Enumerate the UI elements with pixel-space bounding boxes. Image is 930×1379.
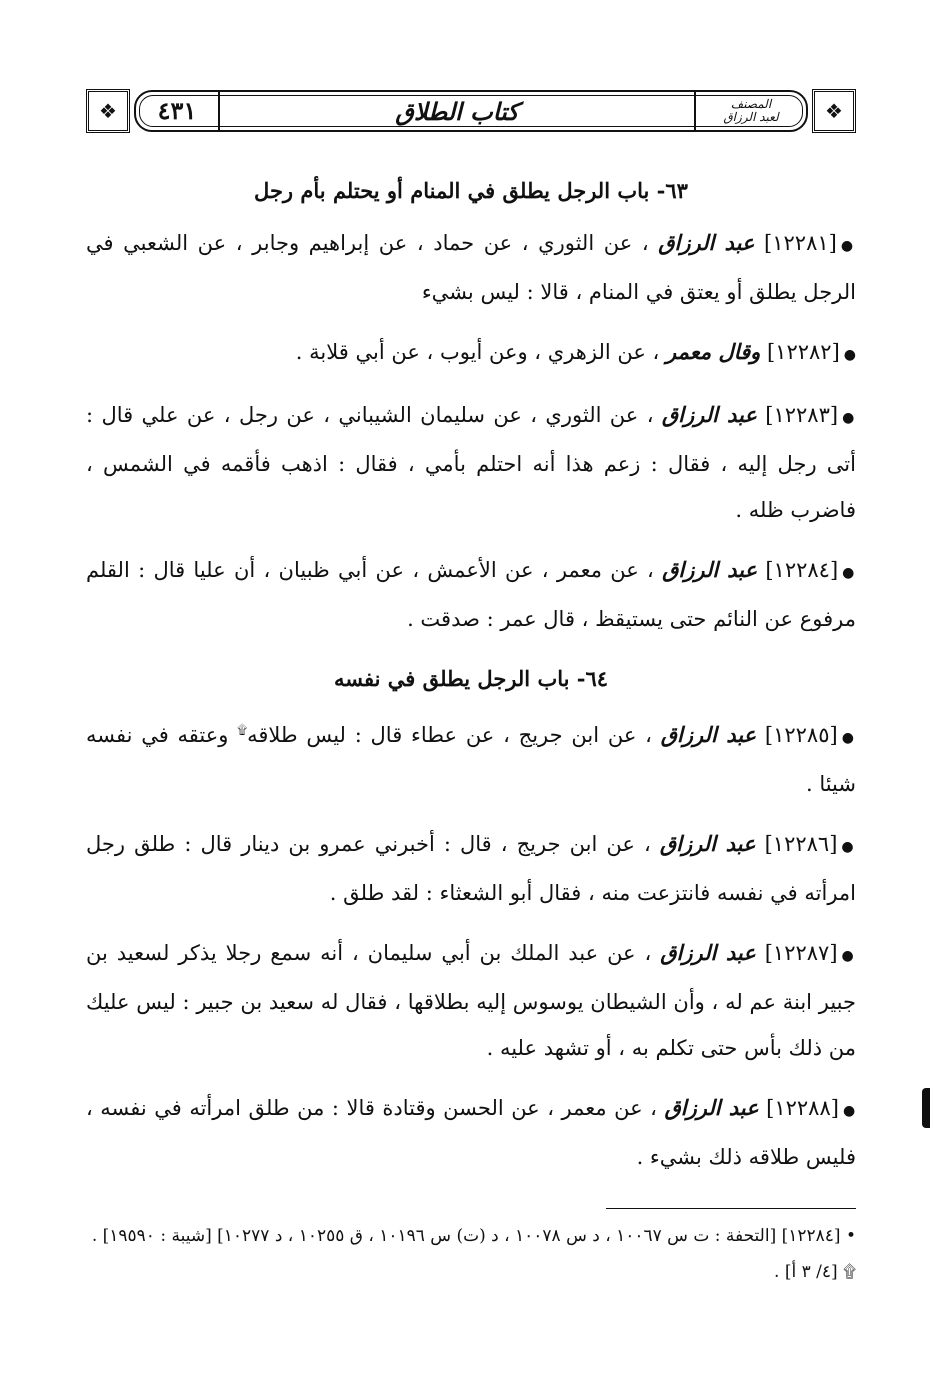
bullet-icon: ● — [842, 565, 856, 581]
footnote-separator — [606, 1208, 856, 1209]
hadith-text: ، عن معمر ، عن الأعمش ، عن أبي ظبيان ، أن عليا قال : القلم مرفوع عن النائم حتى يستيقظ ، قال عمر : صدقت . — [86, 558, 856, 631]
hadith-text: ، عن الثوري ، عن حماد ، عن إبراهيم وجابر ، عن الشعبي في الرجل يطلق أو يعتق في المنام ، قالا : ليس بشيء — [86, 231, 856, 304]
hadith-entry — [86, 547, 856, 642]
hadith-text: ، عن الثوري ، عن سليمان الشيباني ، عن رجل ، عن علي قال : أتى رجل إليه ، فقال : زعم هذا أنه احتلم بأمي ، فقال : اذهب فأقمه في الشمس ، فاضرب ظله . — [86, 403, 856, 522]
hadith-text: ، عن عبد الملك بن أبي سليمان ، أنه سمع رجلا يذكر لسعيد بن جبير ابنة عم له ، وأن الشيطان يوسوس إليه بطلاقها ، فقال له سعيد بن جبير : ليس عليك من ذلك بأس حتى تكلم به ، أو تشهد عليه . — [86, 941, 856, 1060]
chapter-heading: ٦٣- باب الرجل يطلق في المنام أو يحتلم بأم رجل — [254, 178, 688, 203]
bullet-icon: ● — [841, 948, 856, 964]
hadith-number: [١٢٢٨٦] — [764, 832, 838, 856]
hadith-number: [١٢٢٨٤] — [765, 558, 839, 582]
hadith-entry — [86, 329, 856, 378]
hadith-narrator: وقال معمر — [666, 339, 761, 364]
corner-ornament-right: ❖ — [812, 89, 856, 133]
main-text — [86, 168, 856, 1194]
hadith-text: ، عن ابن جريج ، قال : أخبرني عمرو بن دينار قال : طلق رجل امرأته في نفسه فانتزعت منه ، فقال أبو الشعثاء : لقد طلق . — [86, 832, 856, 905]
book-emblem-line2: لعبد الرزاق — [723, 110, 779, 124]
hadith-text: ، عن ابن جريج ، عن عطاء قال : ليس طلاقه — [247, 723, 652, 747]
hadith-number: [١٢٢٨٣] — [765, 403, 839, 427]
running-header — [86, 84, 856, 138]
page-number: ٤٣١ — [136, 92, 220, 130]
bullet-icon: ● — [842, 410, 856, 426]
hadith-number: [١٢٢٨١] — [764, 231, 837, 255]
hadith-entry — [86, 821, 856, 916]
header-cartouche — [134, 90, 808, 132]
bullet-icon: ● — [843, 347, 856, 363]
hadith-number: [١٢٢٨٢] — [766, 340, 840, 364]
hadith-narrator: عبد الرزاق — [660, 722, 757, 747]
hadith-number: [١٢٢٨٨] — [766, 1096, 839, 1120]
hadith-number: [١٢٢٨٥] — [764, 723, 838, 747]
footnote-line: ۩ [٤/ ٣ أ] . — [774, 1262, 856, 1282]
footnotes — [86, 1218, 856, 1290]
hadith-narrator: عبد الرزاق — [661, 402, 757, 427]
hadith-entry — [86, 392, 856, 533]
hadith-entry — [86, 1085, 856, 1180]
hadith-narrator: عبد الرزاق — [662, 557, 758, 582]
bullet-icon: ● — [840, 238, 856, 254]
hadith-entry — [86, 220, 856, 315]
hadith-narrator: عبد الرزاق — [660, 940, 756, 965]
footnote-line: • [١٢٢٨٤] [التحفة : ت س ١٠٠٦٧ ، د س ١٠٠٧٨ ، د (ت) س ١٠١٩٦ ، ق ١٠٢٥٥ ، د ١٠٢٧٧] [شيبة : ١٩٥٩٠] . — [91, 1226, 856, 1246]
hadith-number: [١٢٢٨٧] — [764, 941, 838, 965]
book-emblem — [694, 92, 806, 130]
folio-mark-icon: ۩ — [237, 723, 248, 738]
bullet-icon: ● — [841, 839, 857, 855]
hadith-entry — [86, 930, 856, 1071]
hadith-narrator: عبد الرزاق — [664, 1095, 759, 1120]
hadith-text: ، عن الزهري ، وعن أيوب ، عن أبي قلابة . — [295, 340, 660, 364]
bullet-icon: ● — [841, 730, 857, 746]
hadith-narrator: عبد الرزاق — [658, 230, 755, 255]
hadith-entry — [86, 708, 856, 807]
chapter-heading: ٦٤- باب الرجل يطلق في نفسه — [333, 666, 609, 691]
thumb-index-tab — [922, 1088, 930, 1128]
bullet-icon: ● — [842, 1103, 856, 1119]
running-title: كتاب الطلاق — [395, 96, 519, 126]
hadith-text-continued: وعتقه في نفسه شيئا . — [86, 723, 856, 796]
hadith-text: ، عن معمر ، عن الحسن وقتادة قالا : من طلق امرأته في نفسه ، فليس طلاقه ذلك بشيء . — [86, 1096, 856, 1169]
hadith-narrator: عبد الرزاق — [659, 831, 756, 856]
book-emblem-line1: المصنف — [730, 96, 772, 111]
corner-ornament-left: ❖ — [86, 89, 130, 133]
